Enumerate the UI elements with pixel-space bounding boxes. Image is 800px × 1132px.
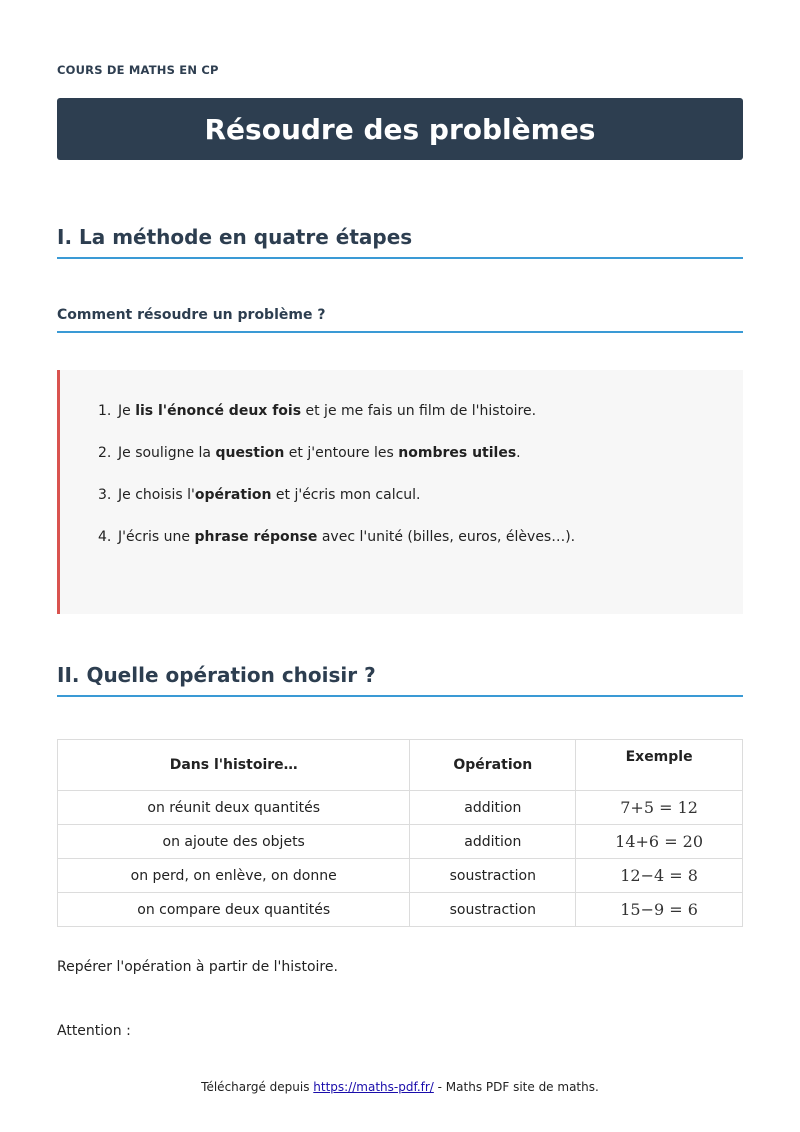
method-steps-box xyxy=(57,370,743,614)
cell-example: 14+6 = 20 xyxy=(576,825,743,859)
table-row xyxy=(58,893,743,927)
cell-story: on compare deux quantités xyxy=(58,893,410,927)
header-operation: Opération xyxy=(410,740,576,791)
step-text: Je lis l'énoncé deux fois et je me fais un film de l'histoire. xyxy=(118,403,537,419)
section-1-subheading: Comment résoudre un problème ? xyxy=(57,307,743,333)
step-number: 4. xyxy=(98,529,112,545)
table-header-row xyxy=(58,740,743,791)
cell-story: on réunit deux quantités xyxy=(58,791,410,825)
title-banner xyxy=(57,98,743,160)
course-label: COURS DE MATHS EN CP xyxy=(57,63,219,77)
operations-table xyxy=(57,739,743,927)
step-text: J'écris une phrase réponse avec l'unité (billes, euros, élèves…). xyxy=(118,529,576,545)
cell-example: 7+5 = 12 xyxy=(576,791,743,825)
cell-operation: addition xyxy=(410,791,576,825)
section-1-heading: I. La méthode en quatre étapes xyxy=(57,225,743,259)
cell-example: 15−9 = 6 xyxy=(576,893,743,927)
cell-example: 12−4 = 8 xyxy=(576,859,743,893)
table-caption: Repérer l'opération à partir de l'histoire. xyxy=(57,959,338,975)
step-item xyxy=(98,485,743,505)
step-item xyxy=(98,401,743,421)
header-example: Exemple xyxy=(576,740,743,791)
step-text: Je souligne la question et j'entoure les nombres utiles. xyxy=(118,445,521,461)
footer-suffix: - Maths PDF site de maths. xyxy=(433,1080,599,1094)
footer-link[interactable]: https://maths-pdf.fr/ xyxy=(313,1080,434,1094)
step-number: 2. xyxy=(98,445,112,461)
cell-story: on perd, on enlève, on donne xyxy=(58,859,410,893)
footer-prefix: Téléchargé depuis xyxy=(201,1080,314,1094)
footer xyxy=(0,1080,800,1094)
table-row xyxy=(58,859,743,893)
step-number: 3. xyxy=(98,487,112,503)
step-item xyxy=(98,527,743,547)
step-item xyxy=(98,443,743,463)
header-story: Dans l'histoire… xyxy=(58,740,410,791)
page-title: Résoudre des problèmes xyxy=(204,112,596,146)
method-steps-list xyxy=(60,370,743,547)
section-2-heading: II. Quelle opération choisir ? xyxy=(57,663,743,697)
attention-label: Attention : xyxy=(57,1023,131,1039)
cell-operation: soustraction xyxy=(410,893,576,927)
step-text: Je choisis l'opération et j'écris mon calcul. xyxy=(118,487,421,503)
step-number: 1. xyxy=(98,403,112,419)
cell-story: on ajoute des objets xyxy=(58,825,410,859)
cell-operation: soustraction xyxy=(410,859,576,893)
table-row xyxy=(58,791,743,825)
table-row xyxy=(58,825,743,859)
cell-operation: addition xyxy=(410,825,576,859)
